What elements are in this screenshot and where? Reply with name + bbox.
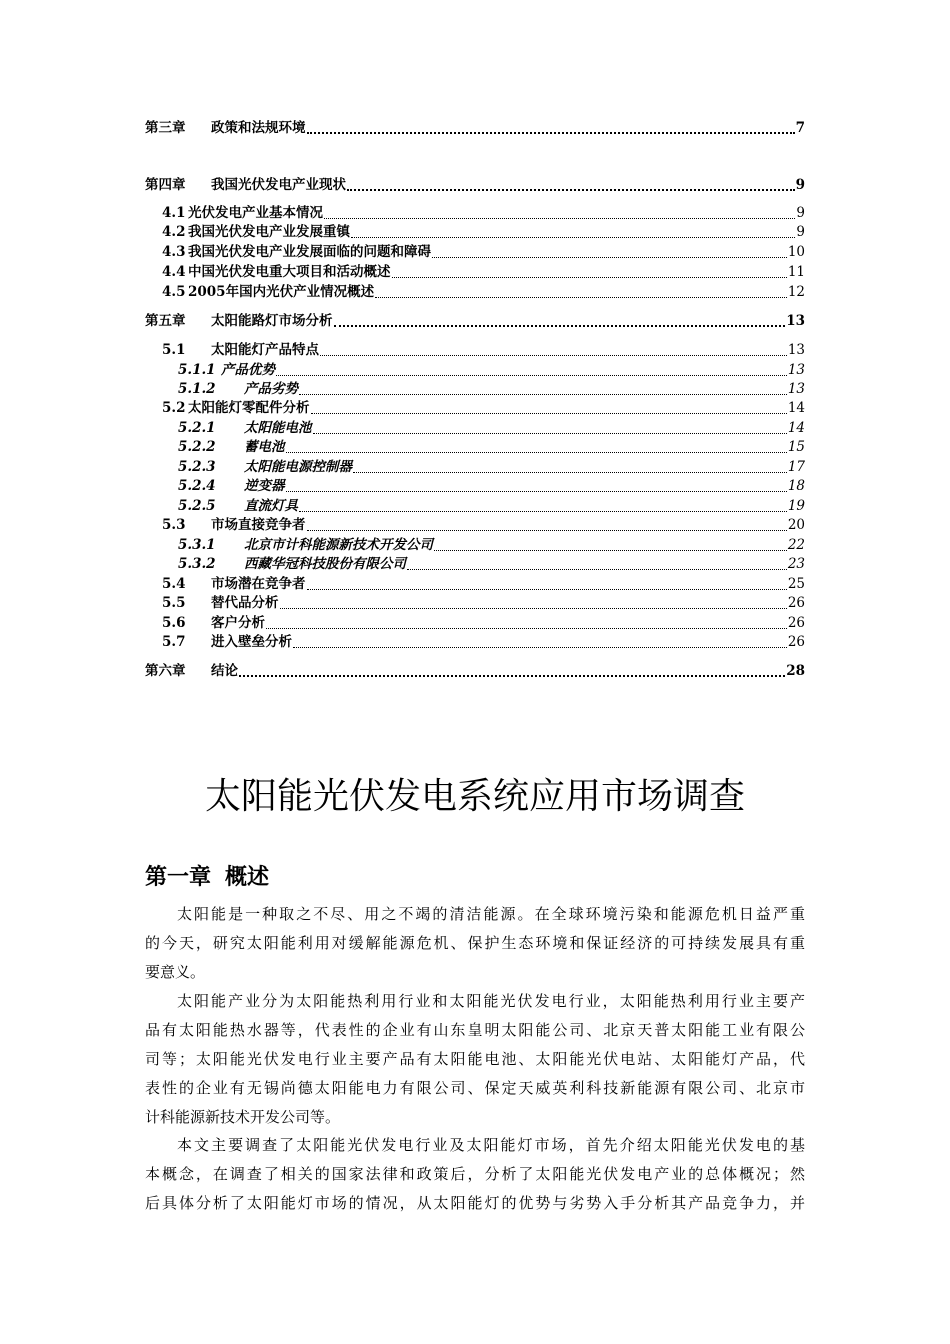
toc-entry-title: 北京市计科能源新技术开发公司 [244, 537, 433, 553]
toc-dot-leader [324, 218, 795, 219]
toc-entry[interactable] [0, 118, 950, 137]
body-line: 品有太阳能热水器等，代表性的企业有山东皇明太阳能公司、北京天普太阳能工业有限公 [145, 1021, 805, 1039]
toc-entry-number: 4.3 [162, 244, 186, 260]
body-line: 司等；太阳能光伏发电行业主要产品有太阳能电池、太阳能光伏电站、太阳能灯产品，代 [145, 1050, 805, 1068]
toc-entry-title: 市场直接竞争者 [211, 517, 306, 533]
toc-entry[interactable] [0, 379, 950, 398]
body-paragraph [145, 900, 805, 987]
toc-entry-number: 5.2.5 [178, 498, 216, 514]
toc-dot-leader [375, 297, 787, 298]
toc-dot-leader [311, 413, 787, 414]
toc-page-number: 11 [787, 264, 805, 280]
toc-entry-title: 市场潜在竞争者 [211, 576, 306, 592]
toc-page-number: 13 [786, 313, 805, 329]
toc-entry[interactable] [0, 496, 950, 515]
toc-page-number: 23 [787, 556, 805, 572]
toc-page-number: 22 [787, 537, 805, 553]
toc-entry[interactable] [0, 437, 950, 456]
toc-entry-number: 5.2 [162, 400, 186, 416]
toc-entry-number: 5.3.2 [178, 556, 216, 572]
toc-entry-number: 5.2.2 [178, 439, 216, 455]
toc-entry[interactable] [0, 574, 950, 593]
body-paragraph [145, 1131, 805, 1218]
toc-entry[interactable] [0, 203, 950, 222]
toc-page-number: 13 [787, 362, 805, 378]
toc-entry-title: 中国光伏发电重大项目和活动概述 [188, 264, 391, 280]
toc-page-number: 12 [787, 284, 805, 300]
toc-entry-title: 太阳能路灯市场分析 [211, 313, 333, 329]
toc-entry-number: 5.1.1 [178, 362, 216, 378]
toc-entry-title: 太阳能电池 [244, 420, 312, 436]
toc-dot-leader [299, 394, 787, 395]
toc-entry-title: 光伏发电产业基本情况 [188, 205, 323, 221]
toc-entry-title: 产品优势 [221, 362, 275, 378]
toc-entry-title: 逆变器 [244, 478, 285, 494]
toc-entry-title: 替代品分析 [211, 595, 279, 611]
toc-dot-leader [299, 511, 787, 512]
body-line: 本概念，在调查了相关的国家法律和政策后，分析了太阳能光伏发电产业的总体概况；然 [145, 1165, 805, 1183]
toc-dot-leader [239, 675, 785, 677]
toc-dot-leader [347, 189, 795, 191]
toc-entry-number: 第六章 [145, 663, 186, 679]
body-line: 计科能源新技术开发公司等。 [145, 1108, 341, 1126]
toc-dot-leader [307, 589, 787, 590]
toc-entry[interactable] [0, 242, 950, 261]
toc-entry-number: 5.1 [162, 342, 186, 358]
toc-entry-title: 我国光伏发电产业发展重镇 [188, 224, 350, 240]
toc-entry-number: 5.7 [162, 634, 186, 650]
toc-entry-title: 进入壁垒分析 [211, 634, 292, 650]
toc-entry-number: 第三章 [145, 120, 186, 136]
toc-page-number: 15 [787, 439, 805, 455]
toc-page-number: 20 [787, 517, 805, 533]
toc-entry[interactable] [0, 311, 950, 330]
body-line: 本文主要调查了太阳能光伏发电行业及太阳能灯市场，首先介绍太阳能光伏发电的基 [177, 1136, 805, 1154]
toc-page-number: 26 [787, 615, 805, 631]
toc-entry-title: 我国光伏发电产业发展面临的问题和障碍 [188, 244, 431, 260]
toc-entry-number: 第五章 [145, 313, 186, 329]
toc-dot-leader [280, 608, 787, 609]
toc-dot-leader [276, 375, 787, 376]
toc-entry[interactable] [0, 262, 950, 281]
toc-entry-title: 结论 [211, 663, 238, 679]
toc-entry-number: 5.1.2 [178, 381, 216, 397]
toc-entry-title: 产品劣势 [244, 381, 298, 397]
toc-page-number: 28 [786, 663, 805, 679]
toc-page-number: 9 [795, 177, 805, 193]
toc-entry-number: 4.4 [162, 264, 186, 280]
toc-entry-title: 西藏华冠科技股份有限公司 [244, 556, 406, 572]
body-line: 表性的企业有无锡尚德太阳能电力有限公司、保定天威英利科技新能源有限公司、北京市 [145, 1079, 805, 1097]
toc-entry[interactable] [0, 632, 950, 651]
toc-entry-number: 5.6 [162, 615, 186, 631]
toc-dot-leader [434, 550, 787, 551]
toc-page-number: 25 [787, 576, 805, 592]
toc-dot-leader [307, 132, 795, 134]
toc-entry-number: 第四章 [145, 177, 186, 193]
toc-entry[interactable] [0, 360, 950, 379]
toc-dot-leader [286, 491, 787, 492]
chapter-heading [145, 862, 269, 894]
body-line: 的今天，研究太阳能利用对缓解能源危机、保护生态环境和保证经济的可持续发展具有重 [145, 934, 805, 952]
body-line: 后具体分析了太阳能灯市场的情况，从太阳能灯的优势与劣势入手分析其产品竞争力，并 [145, 1194, 805, 1212]
toc-page-number: 13 [787, 381, 805, 397]
toc-entry-title: 太阳能灯零配件分析 [188, 400, 310, 416]
toc-page-number: 13 [787, 342, 805, 358]
toc-page-number: 18 [787, 478, 805, 494]
body-paragraph [145, 987, 805, 1132]
chapter-title: 概述 [225, 865, 270, 890]
toc-entry-number: 5.3.1 [178, 537, 216, 553]
toc-entry-number: 5.2.3 [178, 459, 216, 475]
toc-entry-title: 客户分析 [211, 615, 265, 631]
toc-entry[interactable] [0, 340, 950, 359]
toc-dot-leader [286, 452, 787, 453]
toc-entry-number: 4.5 [162, 284, 186, 300]
toc-dot-leader [313, 433, 787, 434]
body-line: 太阳能是一种取之不尽、用之不竭的清洁能源。在全球环境污染和能源危机日益严重 [177, 905, 805, 923]
toc-dot-leader [351, 237, 795, 238]
toc-dot-leader [320, 355, 787, 356]
toc-entry[interactable] [0, 554, 950, 573]
toc-entry[interactable] [0, 661, 950, 680]
toc-entry-number: 5.4 [162, 576, 186, 592]
toc-page-number: 26 [787, 595, 805, 611]
toc-page-number: 26 [787, 634, 805, 650]
toc-entry[interactable] [0, 418, 950, 437]
toc-entry-number: 4.2 [162, 224, 186, 240]
toc-page-number: 9 [796, 224, 805, 240]
toc-dot-leader [407, 569, 787, 570]
toc-page-number: 14 [787, 420, 805, 436]
toc-dot-leader [432, 257, 787, 258]
toc-dot-leader [307, 530, 787, 531]
toc-entry-title: 太阳能灯产品特点 [211, 342, 319, 358]
toc-page-number: 7 [795, 120, 805, 136]
toc-page-number: 9 [796, 205, 805, 221]
toc-entry[interactable] [0, 457, 950, 476]
toc-entry-number: 5.5 [162, 595, 186, 611]
toc-dot-leader [334, 325, 786, 327]
toc-dot-leader [392, 277, 787, 278]
toc-entry[interactable] [0, 398, 950, 417]
body-line: 太阳能产业分为太阳能热利用行业和太阳能光伏发电行业，太阳能热利用行业主要产 [177, 992, 805, 1010]
toc-entry-number: 4.1 [162, 205, 186, 221]
chapter-number: 第一章 [145, 865, 212, 890]
toc-dot-leader [293, 647, 787, 648]
toc-page-number: 17 [787, 459, 805, 475]
body-line: 要意义。 [145, 963, 206, 981]
toc-page-number: 10 [787, 244, 805, 260]
toc-entry[interactable] [0, 175, 950, 194]
toc-entry-title: 太阳能电源控制器 [244, 459, 352, 475]
toc-entry[interactable] [0, 593, 950, 612]
toc-entry-title: 政策和法规环境 [211, 120, 306, 136]
toc-entry-title: 我国光伏发电产业现状 [211, 177, 346, 193]
toc-entry[interactable] [0, 613, 950, 632]
toc-dot-leader [266, 628, 787, 629]
toc-entry[interactable] [0, 535, 950, 554]
toc-page-number: 14 [787, 400, 805, 416]
toc-entry-number: 5.3 [162, 517, 186, 533]
toc-entry[interactable] [0, 476, 950, 495]
toc-entry-title: 2005年国内光伏产业情况概述 [188, 284, 375, 300]
toc-entry-number: 5.2.1 [178, 420, 216, 436]
toc-entry[interactable] [0, 282, 950, 301]
toc-page-number: 19 [787, 498, 805, 514]
document-title: 太阳能光伏发电系统应用市场调查 [204, 776, 745, 817]
toc-entry-title: 蓄电池 [244, 439, 285, 455]
toc-entry-number: 5.2.4 [178, 478, 216, 494]
toc-dot-leader [353, 472, 787, 473]
toc-entry[interactable] [0, 222, 950, 241]
toc-entry[interactable] [0, 515, 950, 534]
toc-entry-title: 直流灯具 [244, 498, 298, 514]
